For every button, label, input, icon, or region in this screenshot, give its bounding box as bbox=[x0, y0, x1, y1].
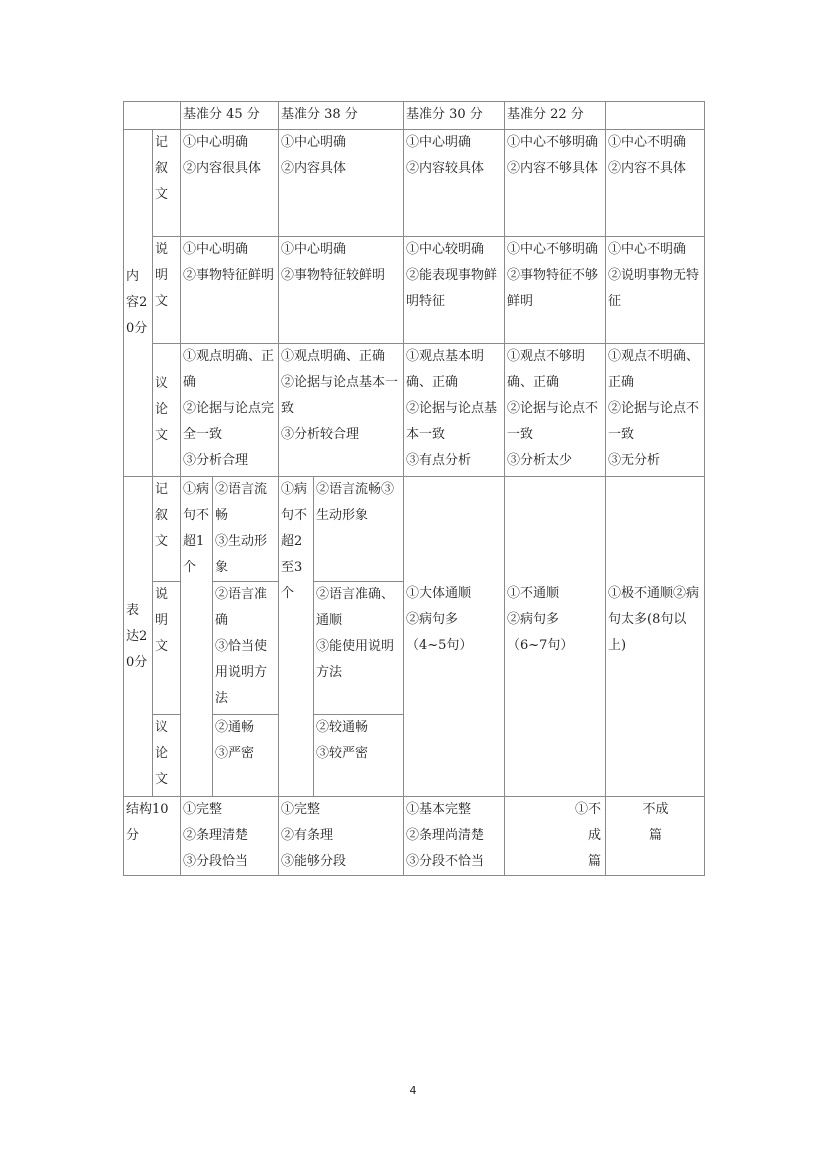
page-number: 4 bbox=[409, 1084, 417, 1097]
expression-narrative-38: ②语言流畅③生动形象 bbox=[314, 477, 404, 582]
content-argumentative-type: 议论文 bbox=[153, 344, 181, 477]
header-score-30: 基准分 30 分 bbox=[404, 102, 505, 130]
structure-30: ①基本完整 ②条理尚清楚 ③分段不恰当 bbox=[404, 797, 505, 876]
content-expository-low: ①中心不明确 ②说明事物无特征 bbox=[606, 237, 705, 344]
content-argumentative-38: ①观点明确、正确 ②论据与论点基本一致 ③分析较合理 bbox=[279, 344, 404, 477]
structure-22: ①不 成 篇 bbox=[505, 797, 606, 876]
header-row bbox=[124, 102, 705, 130]
expression-expository-38: ②语言准确、通顺 ③能使用说明方法 bbox=[314, 582, 404, 715]
header-score-38: 基准分 38 分 bbox=[279, 102, 404, 130]
content-expository-type: 说明文 bbox=[153, 237, 181, 344]
header-score-low bbox=[606, 102, 705, 130]
content-expository-22: ①中心不够明确 ②事物特征不够鲜明 bbox=[505, 237, 606, 344]
header-score-22: 基准分 22 分 bbox=[505, 102, 606, 130]
scoring-rubric-table bbox=[123, 101, 705, 876]
content-expository-30: ①中心较明确 ②能表现事物鲜明特征 bbox=[404, 237, 505, 344]
content-expository-38: ①中心明确 ②事物特征较鲜明 bbox=[279, 237, 404, 344]
content-narrative-38: ①中心明确 ②内容具体 bbox=[279, 130, 404, 237]
expression-45-shared: ①病句不超1个 bbox=[181, 477, 213, 797]
expression-30: ①大体通顺 ②病句多 （4~5句） bbox=[404, 477, 505, 797]
structure-38: ①完整 ②有条理 ③能够分段 bbox=[279, 797, 404, 876]
content-argumentative-45: ①观点明确、正确 ②论据与论点完全一致 ③分析合理 bbox=[181, 344, 279, 477]
content-category-label: 内容20分 bbox=[124, 130, 153, 477]
structure-low: 不成 篇 bbox=[606, 797, 705, 876]
expression-narrative-45: ②语言流畅 ③生动形象 bbox=[213, 477, 279, 582]
content-narrative-type: 记叙文 bbox=[153, 130, 181, 237]
expression-low: ①极不通顺②病句太多(8句以上) bbox=[606, 477, 705, 797]
content-expository-row bbox=[124, 237, 705, 344]
structure-45: ①完整 ②条理清楚 ③分段恰当 bbox=[181, 797, 279, 876]
expression-category-label: 表达20分 bbox=[124, 477, 153, 797]
content-narrative-low: ①中心不明确 ②内容不具体 bbox=[606, 130, 705, 237]
content-narrative-22: ①中心不够明确 ②内容不够具体 bbox=[505, 130, 606, 237]
header-corner-cell bbox=[124, 102, 181, 130]
expression-argumentative-45: ②通畅 ③严密 bbox=[213, 715, 279, 797]
expression-expository-type: 说明文 bbox=[153, 582, 181, 715]
content-narrative-45: ①中心明确 ②内容很具体 bbox=[181, 130, 279, 237]
content-narrative-row bbox=[124, 130, 705, 237]
structure-row bbox=[124, 797, 705, 876]
expression-argumentative-type: 议论文 bbox=[153, 715, 181, 797]
content-expository-45: ①中心明确 ②事物特征鲜明 bbox=[181, 237, 279, 344]
header-score-45: 基准分 45 分 bbox=[181, 102, 279, 130]
content-argumentative-30: ①观点基本明确、正确 ②论据与论点基本一致 ③有点分析 bbox=[404, 344, 505, 477]
expression-argumentative-38: ②较通畅 ③较严密 bbox=[314, 715, 404, 797]
structure-category-label: 结构10分 bbox=[124, 797, 181, 876]
expression-narrative-type: 记叙文 bbox=[153, 477, 181, 582]
content-argumentative-22: ①观点不够明确、正确 ②论据与论点不一致 ③分析太少 bbox=[505, 344, 606, 477]
expression-expository-45: ②语言准确 ③恰当使用说明方法 bbox=[213, 582, 279, 715]
expression-22: ①不通顺 ②病句多 （6~7句） bbox=[505, 477, 606, 797]
expression-narrative-row bbox=[124, 477, 705, 582]
content-argumentative-row bbox=[124, 344, 705, 477]
expression-38-shared: ①病句不超2至3个 bbox=[279, 477, 314, 797]
content-narrative-30: ①中心明确 ②内容较具体 bbox=[404, 130, 505, 237]
content-argumentative-low: ①观点不明确、正确 ②论据与论点不一致 ③无分析 bbox=[606, 344, 705, 477]
